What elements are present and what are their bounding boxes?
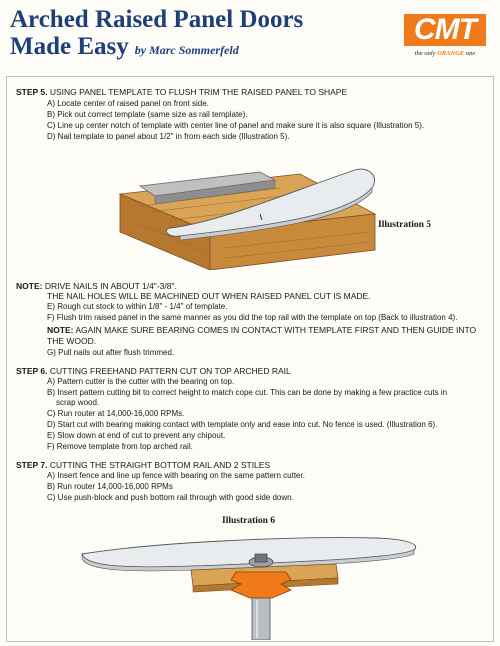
step7-item-c: C) Use push-block and push bottom rail through with good side down. (47, 493, 294, 502)
step5-item-a: A) Locate center of raised panel on front side. (47, 99, 209, 108)
step6-item-a: A) Pattern cutter is the cutter with the bearing on top. (47, 377, 235, 386)
logo-tag-orange: ORANGE (437, 50, 465, 57)
note1-line2: THE NAIL HOLES WILL BE MACHINED OUT WHEN RAISED PANEL CUT IS MADE. (47, 291, 371, 301)
step6-item-c: C) Run router at 14,000-16,000 RPMs. (47, 409, 185, 418)
illustration-5 (110, 152, 380, 270)
title-line-2-text: Made Easy (10, 33, 129, 60)
step5-item-c: C) Line up center notch of template with center line of panel and make sure it is also square (Illustration 5). (47, 121, 425, 130)
step6-item-e: E) Slow down at end of cut to prevent any chipout. (47, 431, 226, 440)
step7-label: STEP 7. (16, 460, 48, 470)
bearing-nut (255, 554, 267, 562)
illustration-6-label: Illustration 6 (222, 516, 276, 526)
step7-item-b: B) Run router 14,000-16,000 RPMs (47, 482, 173, 491)
note1-line1: DRIVE NAILS IN ABOUT 1/4"-3/8". (44, 281, 177, 291)
document-title (10, 6, 303, 64)
logo-text: CMT (404, 14, 486, 46)
note2-line2: THE WOOD. (47, 336, 97, 346)
step7-heading (16, 460, 270, 470)
byline: by Marc Sommerfeld (134, 43, 239, 57)
step5-label: STEP 5. (16, 87, 48, 97)
router-shank (252, 598, 270, 640)
pattern-cutter (231, 572, 291, 598)
step5-heading (16, 87, 347, 97)
note1-item-g: G) Pull nails out after flush trimmed. (47, 348, 175, 357)
step6-item-d: D) Start cut with bearing making contact with template only and ease into cut. No fence is used. (Illustration 6). (47, 420, 438, 429)
note1-heading (16, 281, 177, 291)
step6-item-b-cont: scrap wood. (56, 398, 100, 407)
step5-title: USING PANEL TEMPLATE TO FLUSH TRIM THE RAISED PANEL TO SHAPE (49, 87, 348, 97)
step6-item-b: B) Insert pattern cutting bit to correct height to match cope cut. This can be done by making a few practice cuts in (47, 388, 448, 397)
note2-text: AGAIN MAKE SURE BEARING COMES IN CONTACT WITH TEMPLATE FIRST AND THEN GUIDE INTO (75, 325, 477, 335)
illustration-5-label: Illustration 5 (378, 220, 432, 230)
note2-label: NOTE: (47, 325, 74, 335)
illustration-6 (76, 528, 422, 640)
note1-label: NOTE: (16, 281, 43, 291)
logo-tag-pre: the only (414, 50, 436, 57)
step5-item-d: D) Nail template to panel about 1/2" in from each side (Illustration 5). (47, 132, 290, 141)
note1-item-f: F) Flush trim raised panel in the same manner as you did the top rail with the template on top (Back to illustration 4). (47, 313, 458, 322)
step6-label: STEP 6. (16, 366, 48, 376)
logo-tagline (404, 50, 486, 57)
note2-line1 (47, 325, 476, 335)
step6-heading (16, 366, 291, 376)
note1-item-e: E) Rough cut stock to within 1/8" - 1/4" of template. (47, 302, 228, 311)
step6-title: CUTTING FREEHAND PATTERN CUT ON TOP ARCHED RAIL (49, 366, 291, 376)
step6-item-f: F) Remove template from top arched rail. (47, 442, 193, 451)
step5-item-b: B) Pick out correct template (same size as rail template). (47, 110, 248, 119)
title-line-2 (10, 33, 303, 64)
step7-title: CUTTING THE STRAIGHT BOTTOM RAIL AND 2 STILES (49, 460, 271, 470)
step7-item-a: A) Insert fence and line up fence with bearing on the same pattern cutter. (47, 471, 305, 480)
logo-tag-post: one (465, 50, 476, 57)
title-line-1: Arched Raised Panel Doors (10, 6, 304, 33)
cmt-logo (404, 14, 486, 62)
